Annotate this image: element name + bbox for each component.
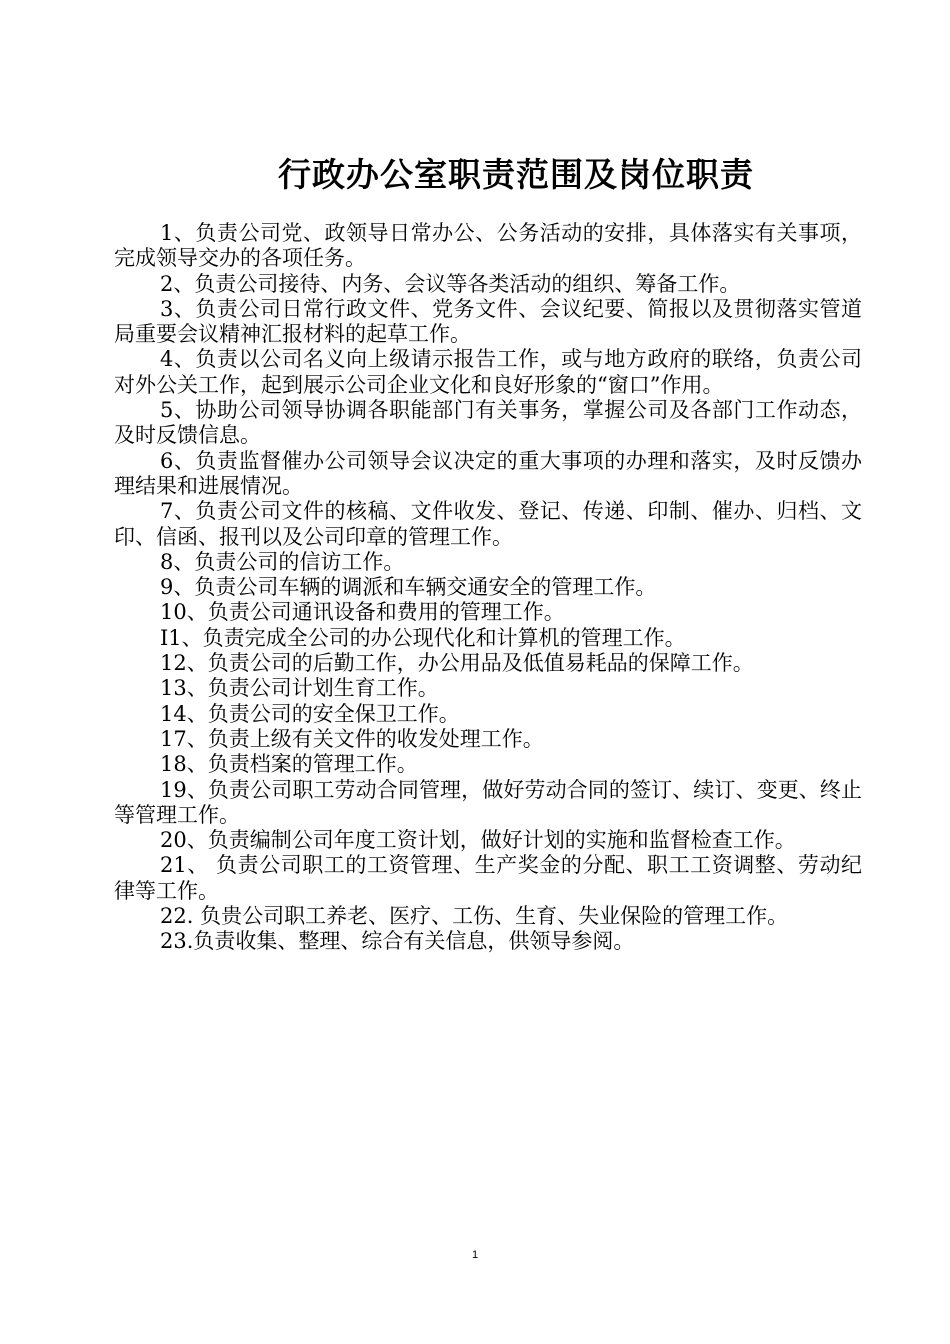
duty-item-22: 22. 负贵公司职工养老、医疗、工伤、生育、失业保险的管理工作。 <box>160 904 789 929</box>
duty-item-14: 14、负责公司的安全保卫工作。 <box>160 701 460 726</box>
duty-item-1: 1、负责公司党、政领导日常办公、公务活动的安排，具体落实有关事项，完成领导交办的各项任务。 <box>114 221 862 271</box>
duty-item-13: 13、负责公司计划生育工作。 <box>160 676 439 701</box>
duty-item-20: 20、负责编制公司年度工资计划，做好计划的实施和监督检查工作。 <box>160 828 796 853</box>
duty-item-11: I1、负责完成全公司的办公现代化和计算机的管理工作。 <box>160 625 686 650</box>
duty-item-21: 21、 负责公司职工的工资管理、生产奖金的分配、职工工资调整、劳动纪律等工作。 <box>114 853 862 903</box>
duty-item-4: 4、负责以公司名义向上级请示报告工作，或与地方政府的联络，负责公司对外公关工作，起到展示公司企业文化和良好形象的“窗口”作用。 <box>114 347 862 397</box>
duty-item-7: 7、负责公司文件的核稿、文件收发、登记、传递、印制、催办、归档、文印、信函、报刊以及公司印章的管理工作。 <box>114 499 862 549</box>
duty-item-18: 18、负责档案的管理工作。 <box>160 752 418 777</box>
duty-item-5: 5、协助公司领导协调各职能部门有关事务，掌握公司及各部门工作动态，及时反馈信息。 <box>114 398 862 448</box>
duty-item-8: 8、负责公司的信访工作。 <box>160 549 405 574</box>
document-title: 行政办公室职责范围及岗位职责 <box>278 155 754 194</box>
page-number: 1 <box>471 1249 479 1261</box>
duty-item-17: 17、负责上级有关文件的收发处理工作。 <box>160 726 544 751</box>
duty-item-10: 10、负责公司通讯设备和费用的管理工作。 <box>160 600 565 625</box>
duty-item-3: 3、负责公司日常行政文件、党务文件、会议纪要、简报以及贯彻落实管道局重要会议精神汇报材料的起草工作。 <box>114 296 862 347</box>
duty-item-23: 23.负责收集、整理、综合有关信息，供领导参阅。 <box>160 929 635 954</box>
duty-item-2: 2、负责公司接待、内务、会议等各类活动的组织、筹备工作。 <box>160 271 741 296</box>
duty-item-19: 19、负责公司职工劳动合同管理，做好劳动合同的签订、续订、变更、终止等管理工作。 <box>114 777 862 827</box>
duty-item-9: 9、负责公司车辆的调派和车辆交通安全的管理工作。 <box>160 575 657 600</box>
duty-item-12: 12、负责公司的后勤工作，办公用品及低值易耗品的保障工作。 <box>160 651 754 676</box>
duty-item-6: 6、负责监督催办公司领导会议决定的重大事项的办理和落实，及时反馈办理结果和进展情况。 <box>114 448 862 498</box>
document-body <box>114 221 862 955</box>
